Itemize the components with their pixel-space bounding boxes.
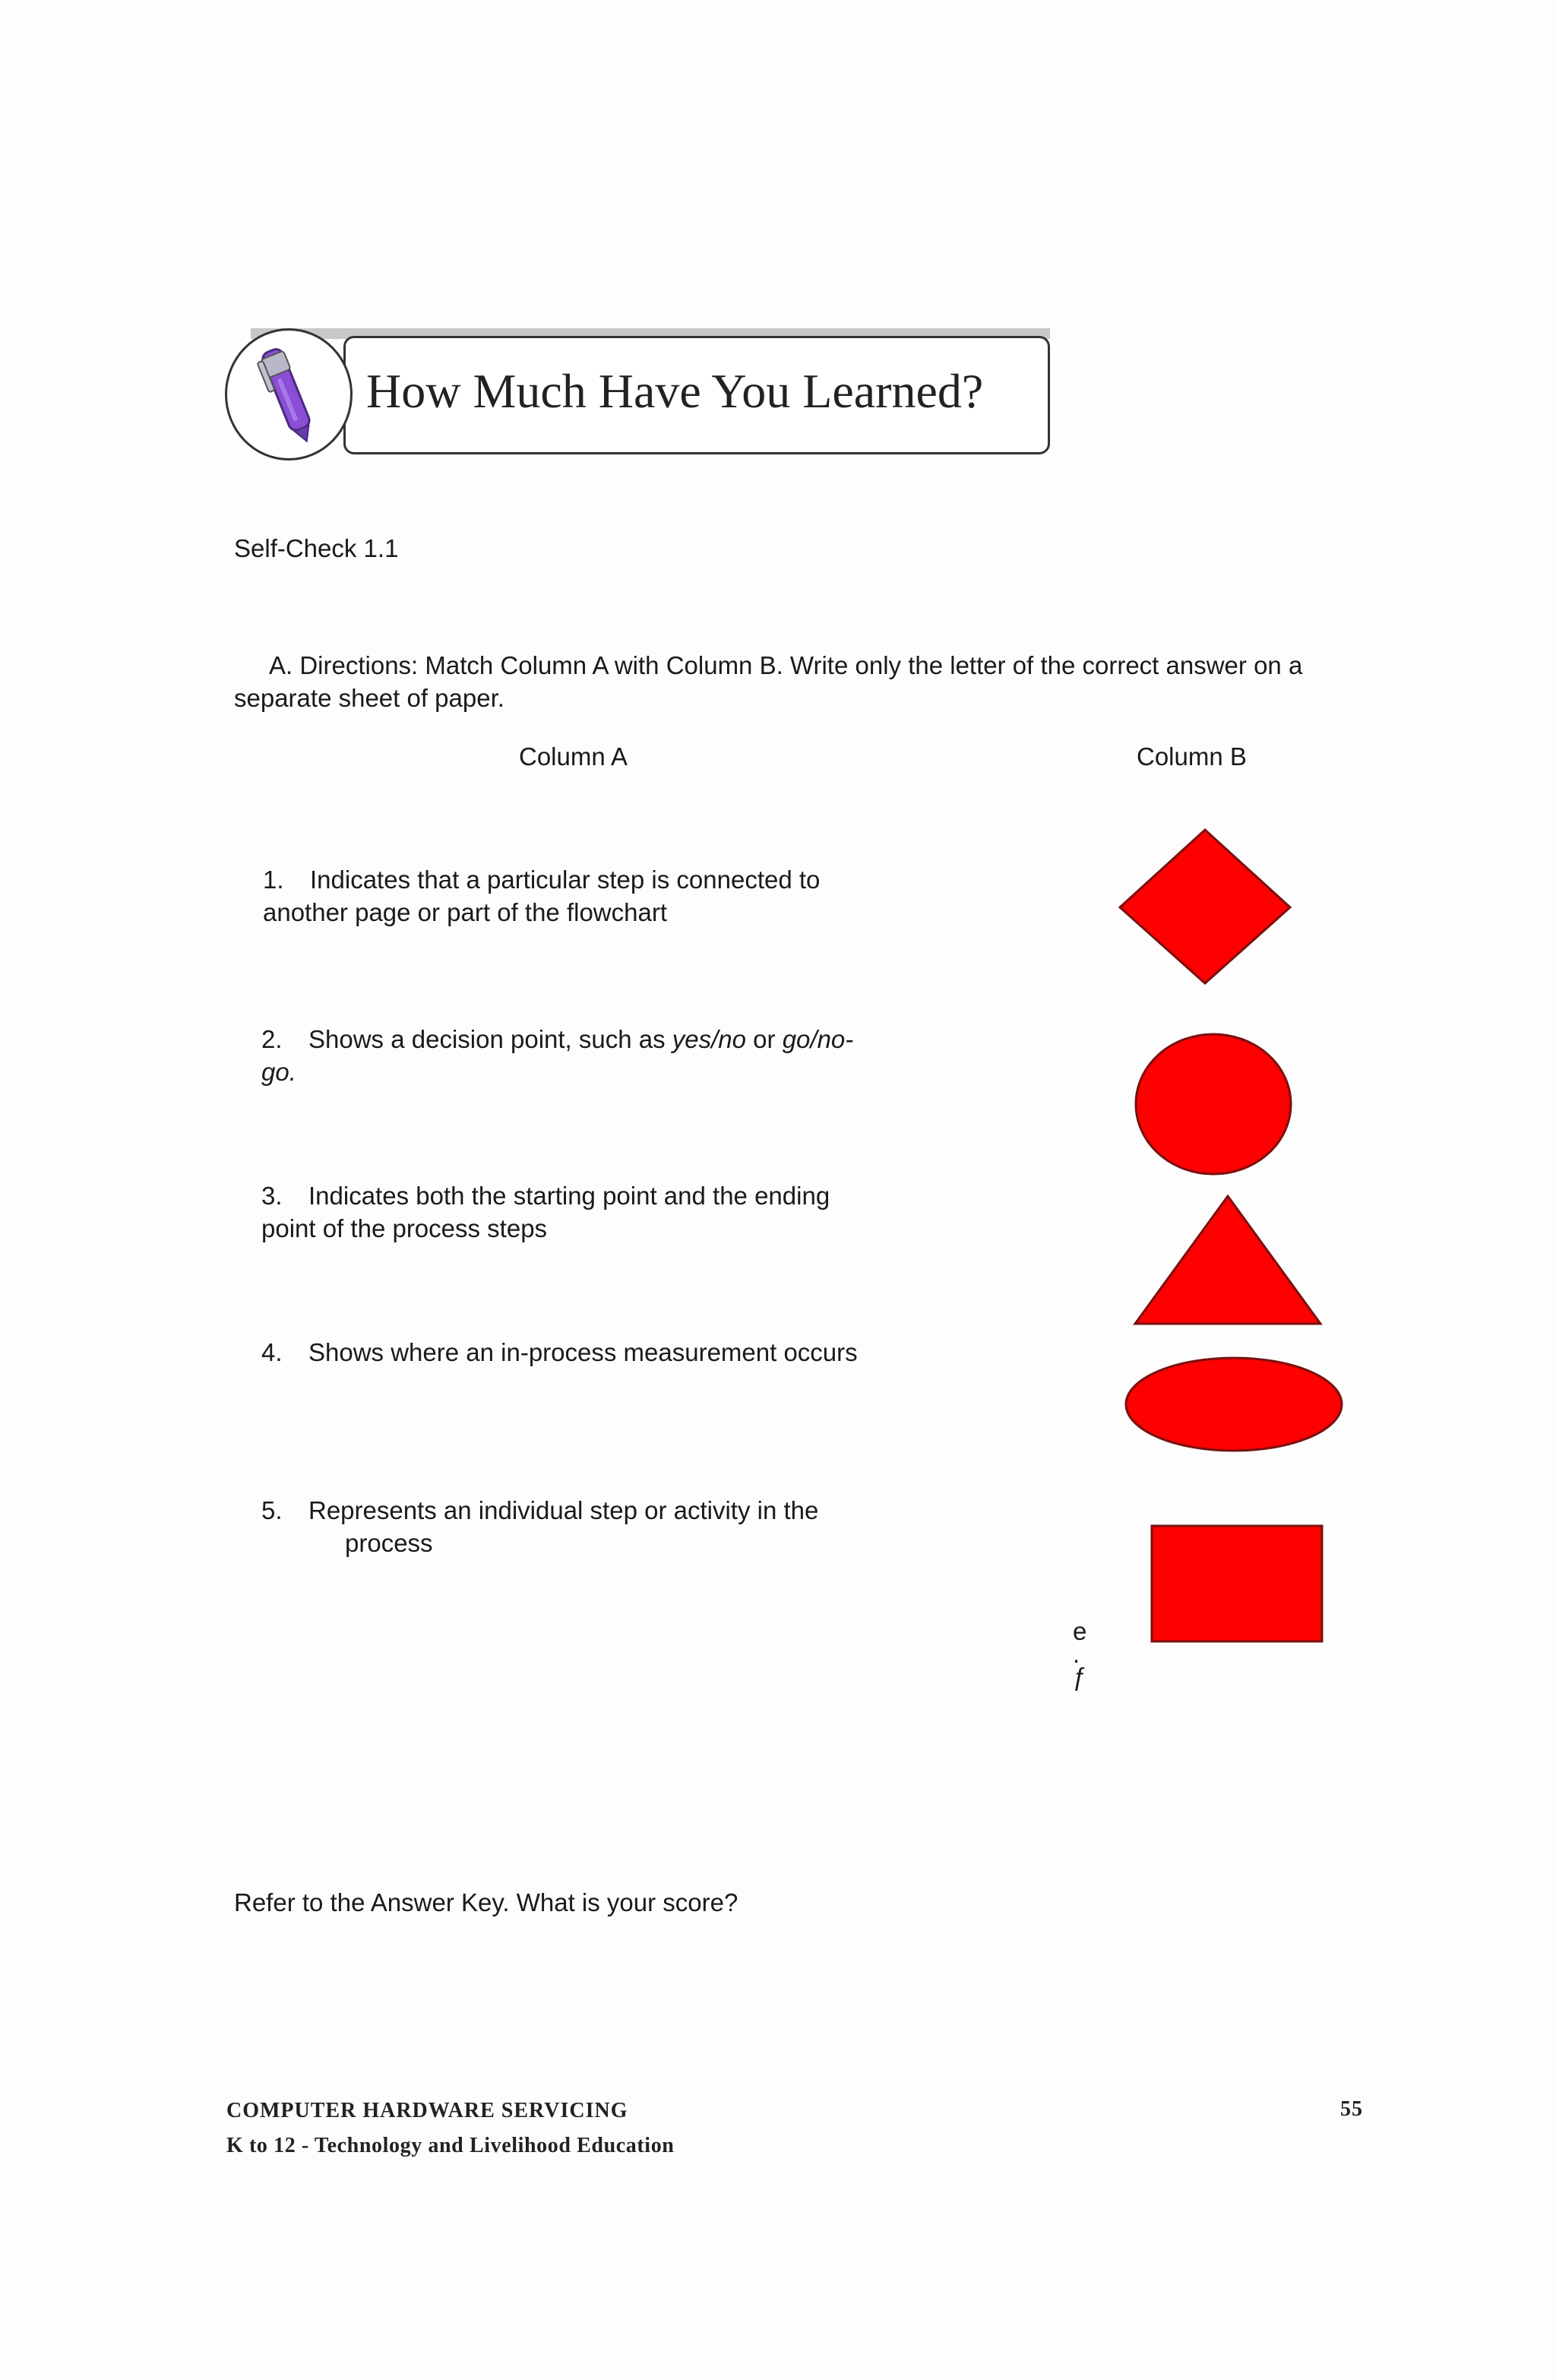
item-text: or — [746, 1025, 783, 1053]
column-a-item-5 — [261, 1494, 884, 1559]
item-number: 3. — [261, 1182, 283, 1210]
item-text: Indicates both the starting point and the ending point of the process steps — [261, 1182, 830, 1242]
item-number: 5. — [261, 1496, 283, 1524]
score-prompt: Refer to the Answer Key. What is your score? — [234, 1888, 738, 1916]
column-a-item-3 — [261, 1179, 884, 1245]
pen-icon — [227, 331, 350, 458]
item-text: Shows a decision point, such as — [308, 1025, 672, 1053]
ellipse-shape — [1126, 1358, 1342, 1451]
page-number: 55 — [1340, 2097, 1363, 2121]
item-emphasis: go/no-go. — [261, 1025, 854, 1086]
item-number: 2. — [261, 1025, 283, 1053]
item-text-continued: process — [345, 1529, 433, 1557]
rectangle-shape — [1152, 1526, 1322, 1641]
banner-title: How Much Have You Learned? — [366, 364, 984, 418]
self-check-label: Self-Check 1.1 — [234, 534, 399, 562]
footer-subtitle: K to 12 - Technology and Livelihood Education — [226, 2134, 675, 2157]
directions-text — [234, 649, 1343, 714]
triangle-shape — [1135, 1196, 1320, 1324]
circle-shape — [1136, 1034, 1291, 1174]
column-a-item-2 — [261, 1023, 884, 1088]
footer-title: COMPUTER HARDWARE SERVICING — [226, 2099, 628, 2122]
item-number: 4. — [261, 1338, 283, 1366]
item-emphasis: yes/no — [672, 1025, 747, 1053]
item-number: 1. — [263, 866, 284, 894]
column-b-header: Column B — [1137, 742, 1247, 771]
directions-content: A. Directions: Match Column A with Column B. Write only the letter of the correct answer on a separate sheet of paper. — [234, 651, 1303, 712]
stray-text-fragment: e . ƒ — [1073, 1617, 1087, 1691]
column-a-header: Column A — [519, 742, 628, 771]
column-a-item-1 — [263, 863, 886, 929]
item-text: Indicates that a particular step is connected to another page or part of the flowchart — [263, 866, 821, 926]
item-text: Shows where an in-process measurement occurs — [308, 1338, 858, 1366]
banner-icon-circle — [225, 328, 353, 460]
item-text: Represents an individual step or activity in the — [308, 1496, 819, 1524]
diamond-shape — [1120, 830, 1290, 983]
column-a-item-4 — [261, 1336, 945, 1369]
